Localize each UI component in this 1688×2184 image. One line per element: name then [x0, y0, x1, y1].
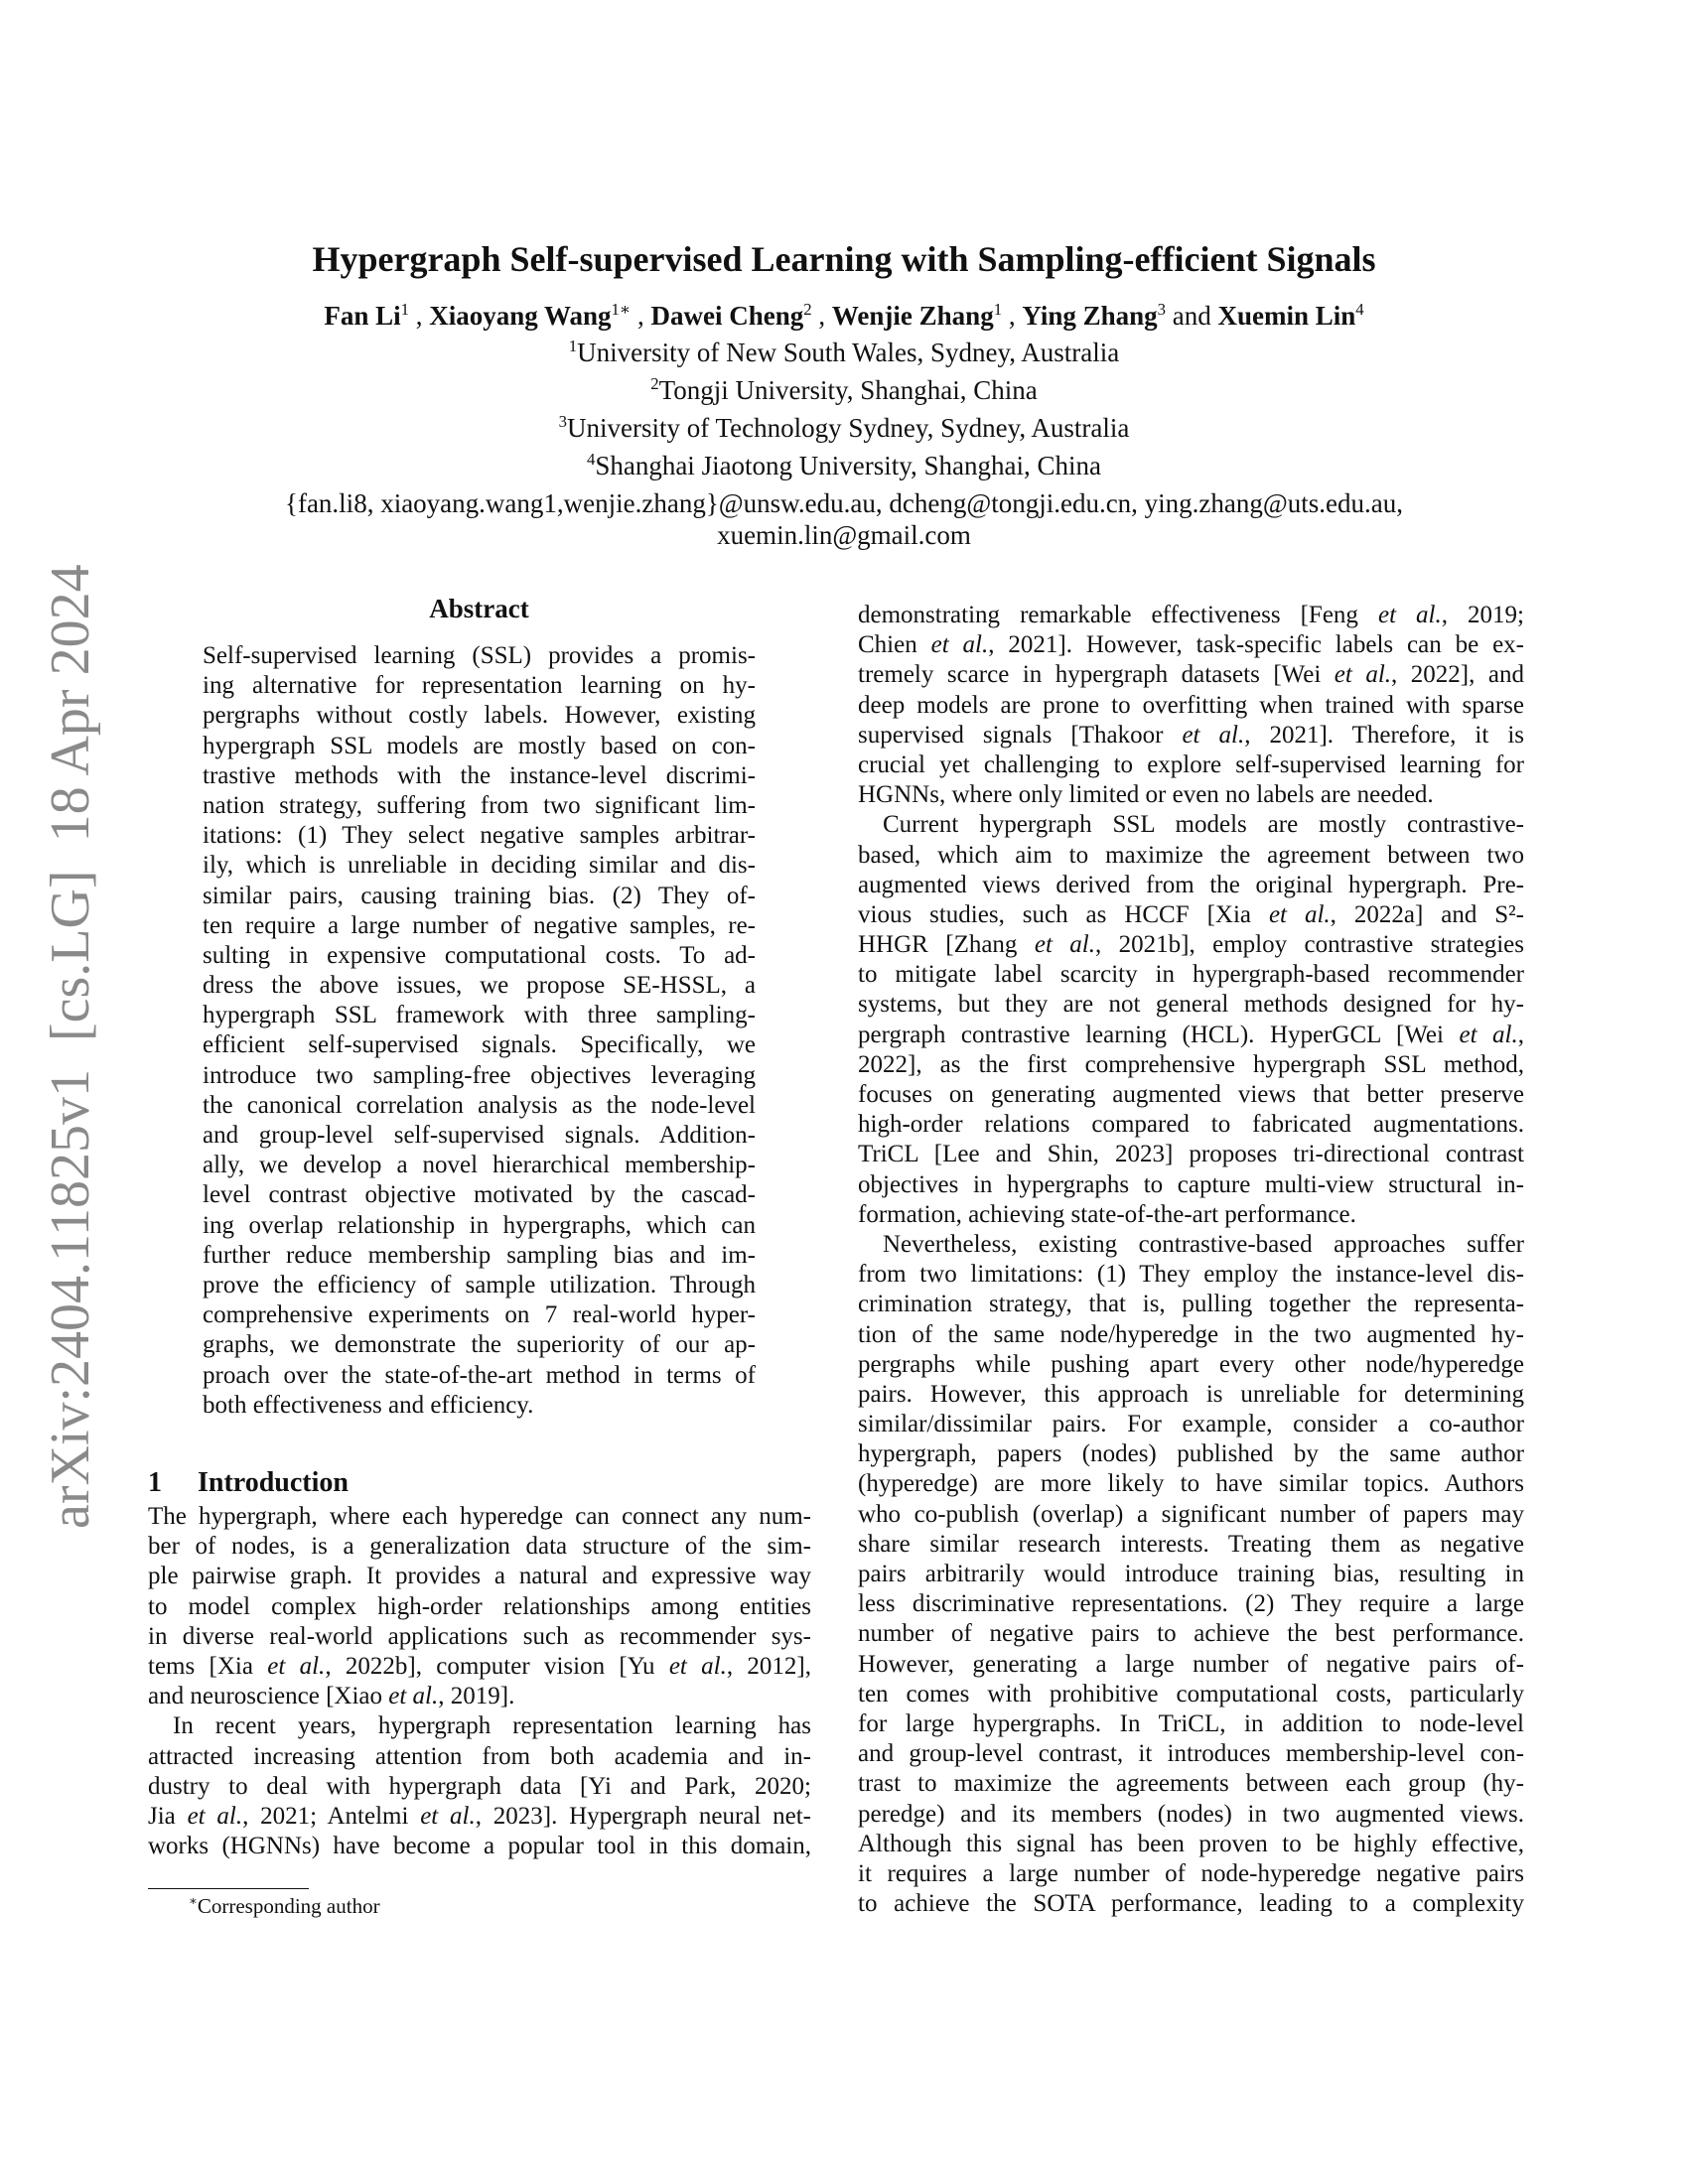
text-line: nation strategy, suffering from two significant lim-: [203, 791, 756, 819]
affiliation-mark: 4: [586, 450, 596, 469]
footnote-mark: ∗: [189, 1893, 198, 1908]
text-line: ing overlap relationship in hypergraphs, which can: [203, 1211, 756, 1239]
text-line: ber of nodes, is a generalization data structure of the sim-: [148, 1533, 811, 1561]
text-line: who co-publish (overlap) a significant number of papers may: [858, 1500, 1524, 1528]
text-line: to mitigate label scarcity in hypergraph-based recommender: [858, 961, 1524, 989]
text-line: level contrast objective motivated by the cascad-: [203, 1181, 756, 1209]
text-line: However, generating a large number of negative pairs of-: [858, 1650, 1524, 1678]
text-line: Chien et al., 2021]. However, task-specific labels can be ex-: [858, 631, 1524, 659]
author-list: Fan Li$^1$ , Xiaoyang Wang$^{1∗}$ , Dawei Cheng$^2$ , Wenjie Zhang$^1$ , Ying Zhang$^3$ and Xuemin Lin$^4$: [324, 300, 1364, 331]
text-line: introduce two sampling-free objectives leveraging: [203, 1061, 756, 1089]
text-line: and group-level self-supervised signals. Addition-: [203, 1122, 756, 1149]
text-line: Nevertheless, existing contrastive-based approaches suffer: [883, 1230, 1524, 1258]
arxiv-stamp: arXiv:2404.11825v1 [cs.LG] 18 Apr 2024: [40, 564, 101, 1529]
email-line: xuemin.lin@gmail.com: [717, 520, 971, 550]
text-line: comprehensive experiments on 7 real-world hyper-: [203, 1301, 756, 1329]
affiliation-mark: 3: [558, 412, 568, 431]
footnote: [189, 1894, 380, 1919]
author-affiliation-mark: 3: [1157, 300, 1167, 319]
text-line: pergraphs while pushing apart every other node/hyperedge: [858, 1350, 1524, 1378]
text-line: trastive methods with the instance-level discrimi-: [203, 761, 756, 789]
text-line: hypergraph, papers (nodes) published by the same author: [858, 1440, 1524, 1468]
footnote-text: Corresponding author: [197, 1894, 380, 1918]
text-line: formation, achieving state-of-the-art performance.: [858, 1200, 1356, 1228]
text-line: to achieve the SOTA performance, leading to a complexity: [858, 1890, 1524, 1918]
text-line: demonstrating remarkable effectiveness [Feng et al., 2019;: [858, 602, 1524, 628]
affiliation: [0, 375, 1688, 406]
abstract-heading: Abstract: [429, 594, 529, 623]
text-line: similar/dissimilar pairs. For example, consider a co-author: [858, 1411, 1524, 1438]
author-affiliation-mark: 4: [1355, 300, 1364, 319]
footnote-rule: [148, 1888, 309, 1889]
text-line: In recent years, hypergraph representation learning has: [173, 1712, 811, 1740]
text-line: attracted increasing attention from both academia and in-: [148, 1742, 811, 1770]
author-affiliation-mark: 1: [993, 300, 1003, 319]
text-line: focuses on generating augmented views that better preserve: [858, 1081, 1524, 1108]
text-line: proach over the state-of-the-art method in terms of: [203, 1361, 756, 1389]
text-line: ally, we develop a novel hierarchical membership-: [203, 1152, 756, 1179]
text-line: Current hypergraph SSL models are mostly contrastive-: [883, 811, 1524, 839]
text-line: the canonical correlation analysis as the node-level: [203, 1091, 756, 1119]
text-line: and neuroscience [Xiao et al., 2019].: [148, 1683, 515, 1710]
text-line: number of negative pairs to achieve the best performance.: [858, 1620, 1524, 1648]
affiliation-text: Tongji University, Shanghai, China: [658, 375, 1038, 405]
text-line: in diverse real-world applications such as recommender sys-: [148, 1622, 811, 1650]
text-line: hypergraph SSL models are mostly based on con-: [203, 732, 756, 759]
text-line: for large hypergraphs. In TriCL, in addition to node-level: [858, 1709, 1524, 1737]
text-line: systems, but they are not general methods designed for hy-: [858, 991, 1524, 1019]
section-title: Introduction: [198, 1467, 349, 1498]
text-line: ten comes with prohibitive computational costs, particularly: [858, 1680, 1524, 1707]
text-line: similar pairs, causing training bias. (2) They of-: [203, 882, 756, 909]
text-line: supervised signals [Thakoor et al., 2021]. Therefore, it is: [858, 721, 1524, 749]
author-name: Xiaoyang Wang: [429, 301, 612, 331]
text-line: peredge) and its members (nodes) in two augmented views.: [858, 1800, 1524, 1828]
text-line: prove the efficiency of sample utilization. Through: [203, 1271, 756, 1298]
text-line: The hypergraph, where each hyperedge can connect any num-: [148, 1503, 811, 1530]
affiliation-text: Shanghai Jiaotong University, Shanghai, China: [595, 451, 1102, 480]
text-line: ing alternative for representation learning on hy-: [203, 672, 756, 700]
text-line: tremely scarce in hypergraph datasets [Wei et al., 2022], and: [858, 661, 1524, 689]
text-line: sulting in expensive computational costs. To ad-: [203, 941, 756, 969]
email-line: {fan.li8, xiaoyang.wang1,wenjie.zhang}@unsw.edu.au, dcheng@tongji.edu.cn, ying.zhang@uts.edu.au,: [285, 488, 1403, 518]
text-line: both effectiveness and efficiency.: [203, 1391, 534, 1419]
affiliation-text: University of Technology Sydney, Sydney, Australia: [567, 413, 1130, 443]
text-line: share similar research interests. Treating them as negative: [858, 1530, 1524, 1558]
section-number: 1: [148, 1467, 162, 1498]
author-name: Fan Li: [324, 301, 401, 331]
text-line: HGNNs, where only limited or even no labels are needed.: [858, 781, 1434, 809]
text-line: pairs arbitrarily would introduce training bias, resulting in: [858, 1561, 1524, 1587]
author-name: Wenjie Zhang: [831, 301, 994, 331]
text-line: Although this signal has been proven to be highly effective,: [858, 1830, 1524, 1857]
text-line: dress the above issues, we propose SE-HSSL, a: [203, 972, 756, 1000]
text-line: crimination strategy, that is, pulling together the representa-: [858, 1291, 1524, 1318]
text-line: itations: (1) They select negative samples arbitrar-: [203, 822, 756, 850]
text-line: works (HGNNs) have become a popular tool in this domain,: [148, 1833, 811, 1860]
author-name: Ying Zhang: [1022, 301, 1158, 331]
author-affiliation-mark: 1∗: [611, 300, 632, 319]
text-line: less discriminative representations. (2) They require a large: [858, 1590, 1524, 1618]
author-name: Dawei Cheng: [650, 301, 804, 331]
text-line: deep models are prone to overfitting when trained with sparse: [858, 691, 1524, 719]
text-line: efficient self-supervised signals. Specifically, we: [203, 1031, 756, 1059]
text-line: hypergraph SSL framework with three sampling-: [203, 1002, 756, 1029]
text-line: TriCL [Lee and Shin, 2023] proposes tri-directional contrast: [858, 1141, 1524, 1168]
text-line: vious studies, such as HCCF [Xia et al., 2022a] and S²-: [858, 900, 1524, 928]
text-line: 2022], as the first comprehensive hypergraph SSL method,: [858, 1050, 1524, 1078]
text-line: ten require a large number of negative samples, re-: [203, 911, 756, 939]
affiliation: [0, 451, 1688, 481]
text-line: pergraphs without costly labels. However, existing: [203, 702, 756, 730]
text-line: HHGR [Zhang et al., 2021b], employ contrastive strategies: [858, 931, 1524, 959]
author-connector: and: [1172, 301, 1211, 331]
text-line: and group-level contrast, it introduces membership-level con-: [858, 1740, 1524, 1768]
author-name: Xuemin Lin: [1217, 301, 1356, 331]
text-line: Self-supervised learning (SSL) provides a promis-: [203, 642, 756, 669]
text-line: from two limitations: (1) They employ the instance-level dis-: [858, 1261, 1524, 1289]
text-line: tion of the same node/hyperedge in the two augmented hy-: [858, 1320, 1524, 1348]
text-line: pergraph contrastive learning (HCL). HyperGCL [Wei et al.,: [858, 1021, 1524, 1048]
text-line: dustry to deal with hypergraph data [Yi and Park, 2020;: [148, 1772, 811, 1800]
text-line: Jia et al., 2021; Antelmi et al., 2023]. Hypergraph neural net-: [148, 1802, 811, 1830]
text-line: crucial yet challenging to explore self-supervised learning for: [858, 751, 1524, 778]
introduction-body: [148, 1502, 811, 1861]
text-line: ily, which is unreliable in deciding similar and dis-: [203, 852, 756, 880]
text-line: objectives in hypergraphs to capture multi-view structural in-: [858, 1170, 1524, 1198]
author-affiliation-mark: 2: [803, 300, 812, 319]
text-line: ple pairwise graph. It provides a natural and expressive way: [148, 1563, 811, 1590]
right-column-body: [858, 601, 1524, 1919]
text-line: pairs. However, this approach is unreliable for determining: [858, 1380, 1524, 1408]
abstract-body: [203, 641, 756, 1421]
affiliation-mark: 1: [568, 337, 578, 355]
text-line: further reduce membership sampling bias and im-: [203, 1241, 756, 1269]
author-affiliation-mark: 1: [400, 300, 409, 319]
affiliation: [0, 338, 1688, 368]
text-line: it requires a large number of node-hyperedge negative pairs: [858, 1859, 1524, 1887]
text-line: graphs, we demonstrate the superiority of our ap-: [203, 1331, 756, 1359]
text-line: to model complex high-order relationships among entities: [148, 1592, 811, 1620]
text-line: augmented views derived from the original hypergraph. Pre-: [858, 871, 1524, 898]
affiliation: [0, 413, 1688, 444]
paper-title: Hypergraph Self-supervised Learning with Sampling-efficient Signals: [312, 239, 1376, 279]
text-line: based, which aim to maximize the agreement between two: [858, 841, 1524, 869]
section-heading-introduction: [148, 1467, 349, 1499]
affiliation-text: University of New South Wales, Sydney, Australia: [577, 338, 1120, 367]
text-line: (hyperedge) are more likely to have similar topics. Authors: [858, 1470, 1524, 1498]
text-line: trast to maximize the agreements between each group (hy-: [858, 1770, 1524, 1798]
affiliation-mark: 2: [650, 374, 659, 393]
text-line: tems [Xia et al., 2022b], computer vision [Yu et al., 2012],: [148, 1652, 811, 1680]
text-line: high-order relations compared to fabricated augmentations.: [858, 1111, 1524, 1139]
